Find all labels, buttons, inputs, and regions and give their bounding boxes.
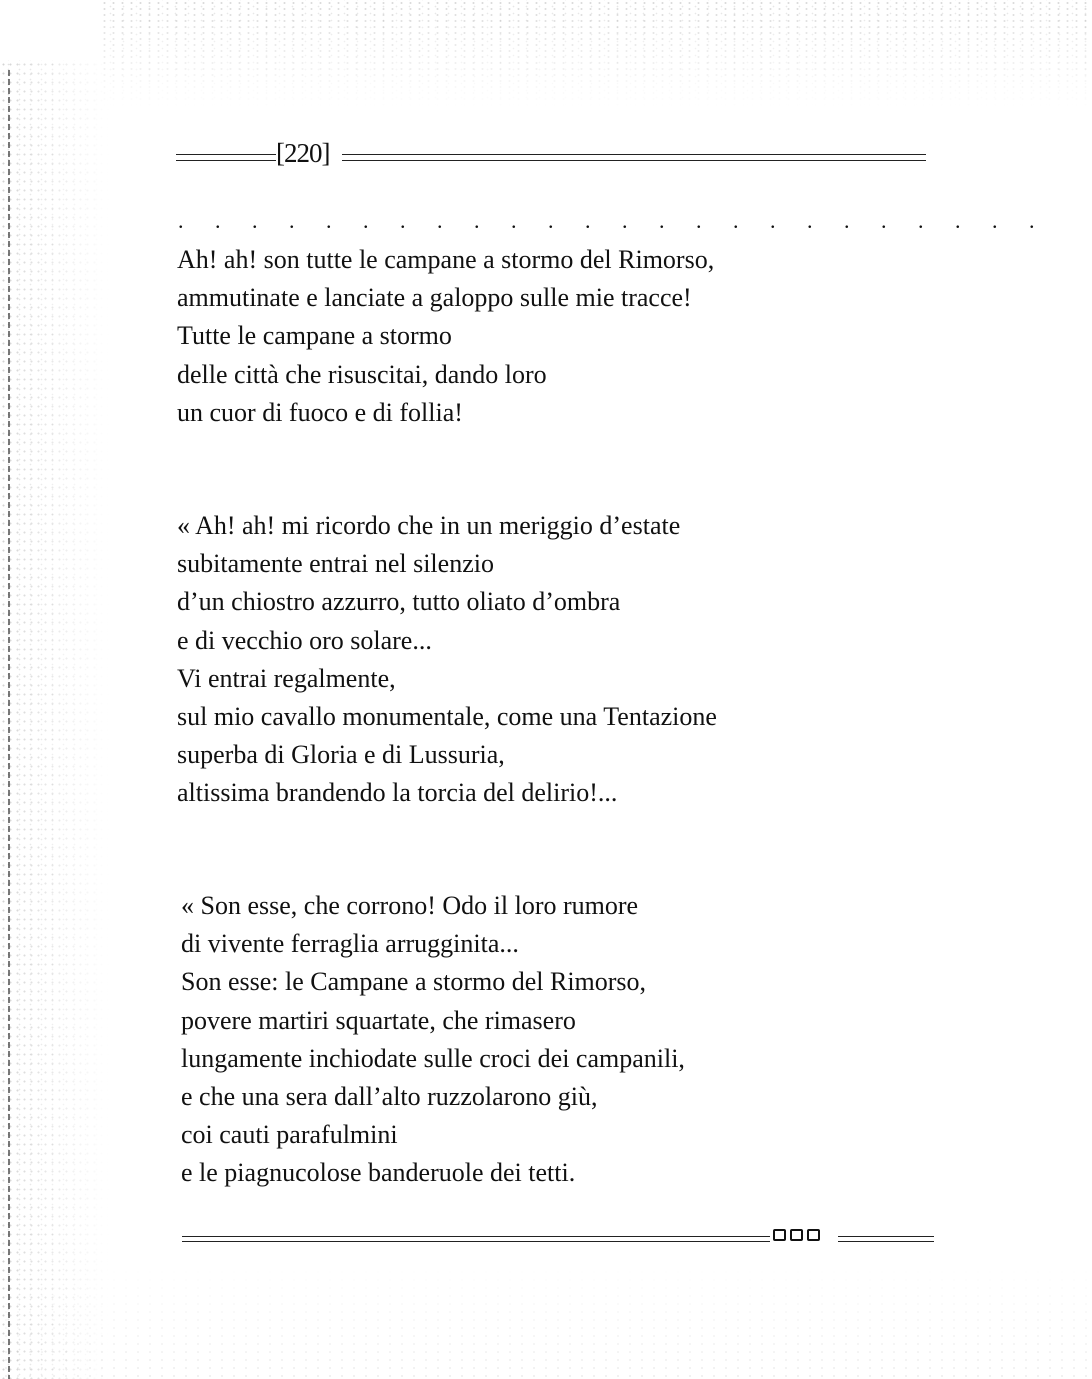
margin-speckle [0,60,110,1379]
verse-line: Son esse: le Campane a stormo del Rimorso, [181,967,647,997]
verse-line: subitamente entrai nel silenzio [177,549,494,579]
margin-speckle [0,1260,1092,1379]
verse-line: lungamente inchiodate sulle croci dei campanili, [181,1043,685,1073]
verse-line: Tutte le campane a stormo [177,321,452,351]
verse-line: d’un chiostro azzurro, tutto oliato d’ombra [177,587,621,617]
binding-edge [8,70,10,1379]
square-ornament-icon [773,1229,820,1241]
stanza [177,241,714,432]
page-number: [220] [276,138,330,168]
stanza [177,507,717,813]
verse-line: coi cauti parafulmini [181,1120,398,1150]
verse-line: e le piagnucolose banderuole dei tetti. [181,1158,576,1188]
page-footer-ornament [182,1228,934,1250]
verse-line: un cuor di fuoco e di follia! [177,397,463,427]
verse-line: « Ah! ah! mi ricordo che in un meriggio d’estate [177,511,681,540]
verse-line: di vivente ferraglia arrugginita... [181,929,519,959]
verse-line: ammutinate e lanciate a galoppo sulle mie tracce! [177,283,692,313]
footer-rule [182,1236,770,1242]
footer-rule [838,1236,934,1242]
verse-line: delle città che risuscitai, dando loro [177,359,547,389]
verse-line: altissima brandendo la torcia del delirio!... [177,778,618,808]
page-header [176,138,926,172]
header-rule [176,154,276,161]
verse-line: Vi entrai regalmente, [177,663,396,693]
verse-line: e che una sera dall’alto ruzzolarono giù, [181,1082,598,1112]
verse-line: povere martiri squartate, che rimasero [181,1005,576,1035]
verse-line: « Son esse, che corrono! Odo il loro rumore [181,891,639,920]
verse-line: superba di Gloria e di Lussuria, [177,740,505,770]
verse-line: sul mio cavallo monumentale, come una Tentazione [177,702,717,732]
stanza [181,887,685,1193]
verse-line: Ah! ah! son tutte le campane a stormo del Rimorso, [177,245,715,274]
ellipsis-dots: . . . . . . . . . . . . . . . . . . . . . . . . [178,208,1048,233]
verse-line: e di vecchio oro solare... [177,625,432,655]
header-rule [342,154,926,161]
margin-speckle [100,0,1092,110]
